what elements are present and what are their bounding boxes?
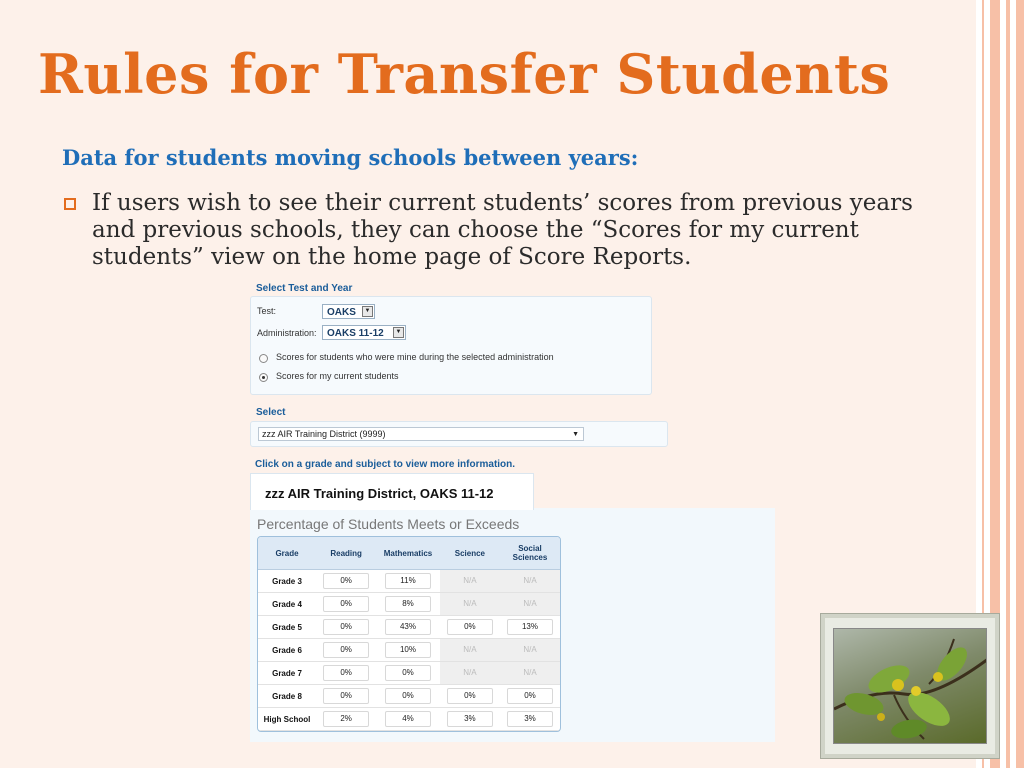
slide-title: Rules for Transfer Students bbox=[38, 42, 891, 106]
score-cell: N/A bbox=[523, 668, 537, 677]
grade-cell: Grade 8 bbox=[258, 685, 316, 708]
instruction-text: Click on a grade and subject to view more information. bbox=[255, 459, 516, 470]
test-label: Test: bbox=[257, 306, 277, 316]
column-header: Science bbox=[440, 537, 500, 570]
grade-cell: Grade 7 bbox=[258, 662, 316, 685]
grade-cell: Grade 4 bbox=[258, 593, 316, 616]
administration-label: Administration: bbox=[257, 328, 317, 338]
column-header: Social Sciences bbox=[500, 537, 560, 570]
score-cell[interactable]: 0% bbox=[323, 619, 369, 635]
score-cell: N/A bbox=[523, 645, 537, 654]
score-cell[interactable]: 0% bbox=[507, 688, 553, 704]
score-cell: N/A bbox=[463, 668, 477, 677]
administration-select-value: OAKS 11-12 bbox=[327, 328, 384, 339]
oak-leaves-photo bbox=[833, 628, 987, 744]
section-title: Percentage of Students Meets or Exceeds bbox=[257, 516, 520, 532]
score-cell[interactable]: 3% bbox=[507, 711, 553, 727]
radio-current-students[interactable] bbox=[259, 373, 268, 382]
table-row bbox=[258, 593, 560, 616]
score-cell[interactable]: 0% bbox=[385, 688, 431, 704]
column-header: Reading bbox=[316, 537, 376, 570]
score-cell[interactable]: 0% bbox=[447, 619, 493, 635]
report-content-pane bbox=[250, 508, 775, 742]
score-cell[interactable]: 0% bbox=[323, 665, 369, 681]
radio-current-students-label: Scores for my current students bbox=[276, 371, 399, 381]
radio-mine-during-admin[interactable] bbox=[259, 354, 268, 363]
score-cell[interactable]: 10% bbox=[385, 642, 431, 658]
score-cell[interactable]: 2% bbox=[323, 711, 369, 727]
score-cell[interactable]: 0% bbox=[323, 596, 369, 612]
bullet-text: If users wish to see their current students’ scores from previous years and previous schools, they can choose the “Scores for my current students” view on the home page of Score Reports. bbox=[92, 190, 913, 270]
square-bullet-icon bbox=[64, 198, 76, 210]
score-cell[interactable]: 0% bbox=[447, 688, 493, 704]
score-cell: N/A bbox=[463, 645, 477, 654]
grade-cell: High School bbox=[258, 708, 316, 731]
tab-title: zzz AIR Training District, OAKS 11-12 bbox=[265, 486, 494, 501]
score-cell[interactable]: 4% bbox=[385, 711, 431, 727]
table-row bbox=[258, 616, 560, 639]
test-year-panel bbox=[250, 296, 652, 395]
test-select[interactable] bbox=[322, 304, 375, 319]
table-row bbox=[258, 570, 560, 593]
photo-frame bbox=[820, 613, 1000, 759]
score-cell[interactable]: 0% bbox=[323, 688, 369, 704]
report-tab[interactable] bbox=[250, 473, 534, 510]
caret-down-icon[interactable]: ▼ bbox=[572, 431, 579, 438]
oak-leaves-image-icon bbox=[834, 629, 987, 744]
score-cell[interactable]: 0% bbox=[323, 642, 369, 658]
score-cell[interactable]: 0% bbox=[323, 573, 369, 589]
score-cell: N/A bbox=[523, 576, 537, 585]
score-cell[interactable]: 3% bbox=[447, 711, 493, 727]
test-select-value: OAKS bbox=[327, 307, 356, 318]
score-cell[interactable]: 43% bbox=[385, 619, 431, 635]
score-reports-screenshot bbox=[250, 280, 775, 742]
score-cell[interactable]: 0% bbox=[385, 665, 431, 681]
score-cell[interactable]: 11% bbox=[385, 573, 431, 589]
district-select-value: zzz AIR Training District (9999) bbox=[262, 429, 386, 439]
administration-select[interactable] bbox=[322, 325, 406, 340]
chevron-down-icon[interactable]: ▼ bbox=[393, 327, 404, 338]
table-row bbox=[258, 639, 560, 662]
radio-mine-during-admin-label: Scores for students who were mine during the selected administration bbox=[276, 352, 554, 362]
grade-cell: Grade 5 bbox=[258, 616, 316, 639]
grade-cell: Grade 6 bbox=[258, 639, 316, 662]
table-row bbox=[258, 662, 560, 685]
grade-cell: Grade 3 bbox=[258, 570, 316, 593]
select-test-header: Select Test and Year bbox=[256, 283, 353, 294]
district-select[interactable] bbox=[258, 427, 584, 441]
score-cell[interactable]: 13% bbox=[507, 619, 553, 635]
slide-subheading: Data for students moving schools between years: bbox=[62, 145, 639, 170]
table-row bbox=[258, 685, 560, 708]
column-header: Mathematics bbox=[376, 537, 439, 570]
table-row bbox=[258, 708, 560, 731]
score-cell: N/A bbox=[523, 599, 537, 608]
score-cell[interactable]: 8% bbox=[385, 596, 431, 612]
chevron-down-icon[interactable]: ▼ bbox=[362, 306, 373, 317]
column-header: Grade bbox=[258, 537, 316, 570]
score-cell: N/A bbox=[463, 599, 477, 608]
select-header: Select bbox=[256, 407, 286, 418]
score-cell: N/A bbox=[463, 576, 477, 585]
scores-table bbox=[257, 536, 561, 732]
table-header-row bbox=[258, 537, 560, 570]
